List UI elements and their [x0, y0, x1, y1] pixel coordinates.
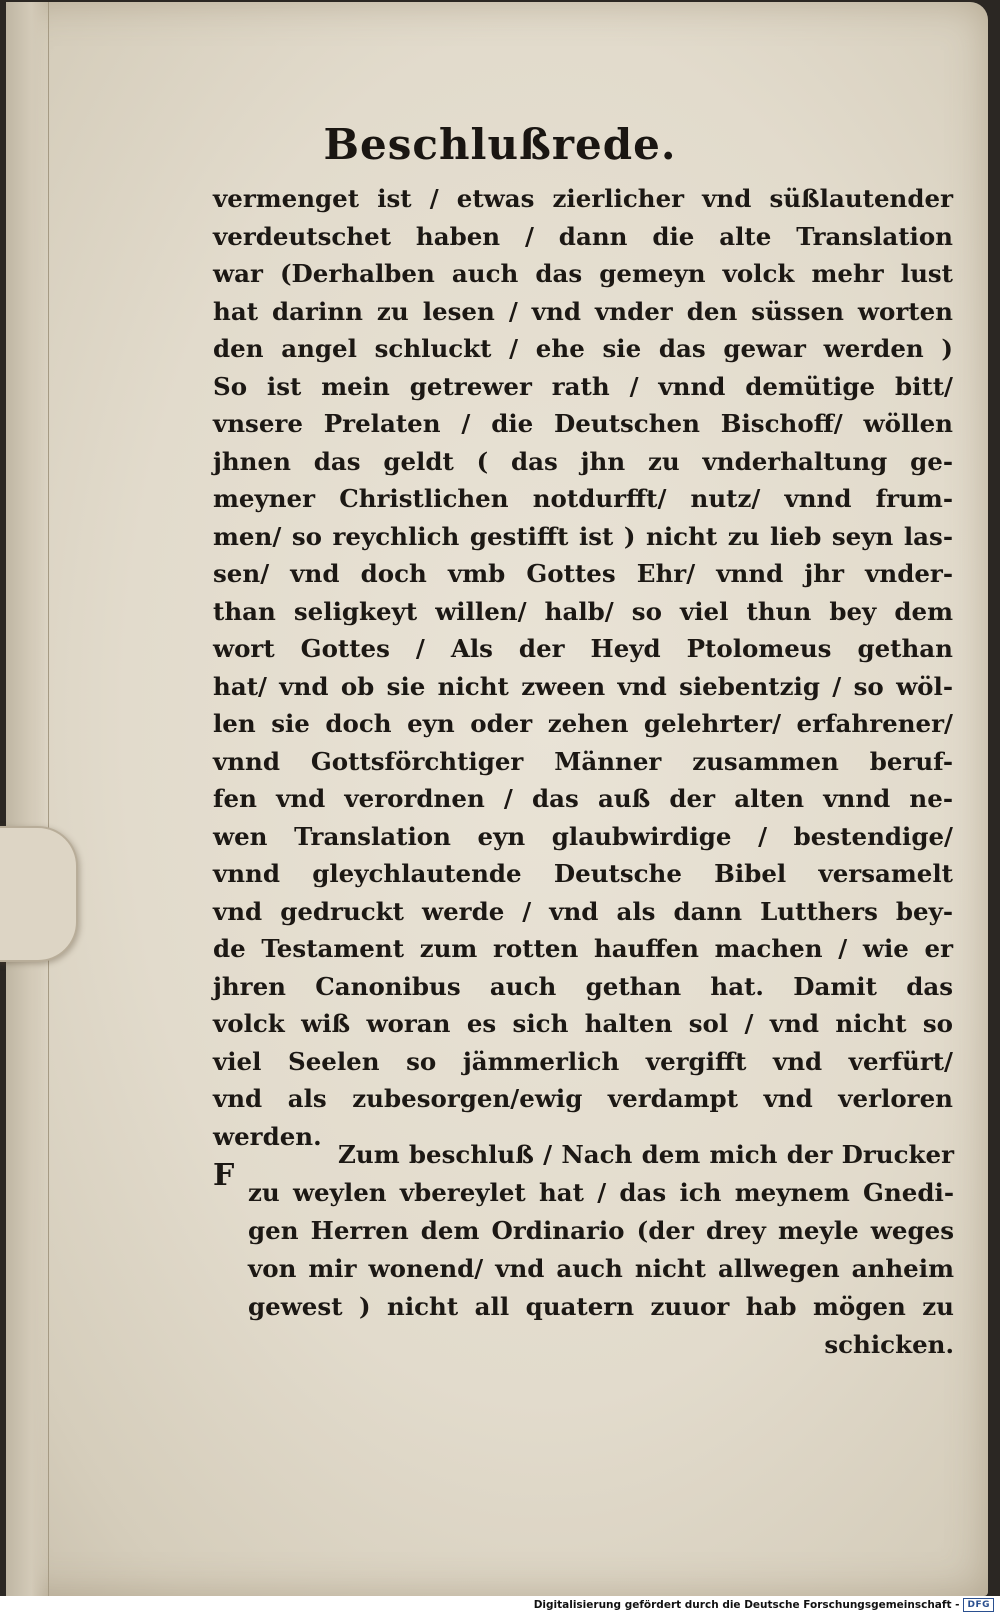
- signature-mark: F: [213, 1158, 235, 1193]
- body-text: [213, 180, 953, 1155]
- dfg-logo: DFG: [963, 1598, 994, 1612]
- text-line: than seligkeyt willen/ halb/ so viel thun bey dem: [213, 596, 953, 626]
- text-line: jhnen das geldt ( das jhn zu vnderhaltung ge-: [213, 446, 953, 476]
- text-line: len sie doch eyn oder zehen gelehrter/ erfahrener/: [213, 709, 953, 738]
- text-line: gen Herren dem Ordinario (der drey meyle weges: [248, 1216, 954, 1245]
- text-line: vnd gedruckt werde / vnd als dann Lutthers bey-: [213, 896, 953, 926]
- text-line: war (Derhalben auch das gemeyn volck mehr lust: [213, 259, 953, 288]
- running-heading: Beschlußrede.: [323, 120, 677, 169]
- page-clip: [0, 826, 78, 962]
- page-binding-edge: [6, 2, 49, 1596]
- text-line: den angel schluckt / ehe sie das gewar werden ): [213, 334, 953, 363]
- text-line: von mir wonend/ vnd auch nicht allwegen anheim: [248, 1254, 954, 1283]
- text-line: schicken.: [824, 1330, 954, 1359]
- text-line: men/ so reychlich gestifft ist ) nicht zu lieb seyn las-: [213, 521, 953, 551]
- text-line: fen vnd verordnen / das auß der alten vnnd ne-: [213, 784, 953, 813]
- text-line: hat darinn zu lesen / vnd vnder den süssen worten: [213, 296, 953, 326]
- text-line: werden.: [213, 1121, 322, 1151]
- text-line: wort Gottes / Als der Heyd Ptolomeus gethan: [213, 634, 953, 663]
- text-line: vnsere Prelaten / die Deutschen Bischoff/ wöllen: [213, 409, 953, 438]
- text-line: vermenget ist / etwas zierlicher vnd süßlautender: [213, 184, 953, 213]
- text-line: sen/ vnd doch vmb Gottes Ehr/ vnnd jhr vnder-: [213, 559, 953, 588]
- text-line: meyner Christlichen notdurfft/ nutz/ vnnd frum-: [213, 484, 953, 513]
- digitization-credit: [534, 1598, 994, 1612]
- credit-text: Digitalisierung gefördert durch die Deutsche Forschungsgemeinschaft -: [533, 1599, 960, 1611]
- text-line: Zum beschluß / Nach dem mich der Drucker: [338, 1140, 954, 1169]
- text-line: zu weylen vbereylet hat / das ich meynem Gnedi-: [248, 1178, 954, 1207]
- text-line: de Testament zum rotten hauffen machen / wie er: [213, 934, 953, 963]
- text-line: hat/ vnd ob sie nicht zween vnd siebentzig / so wöl-: [213, 671, 953, 701]
- text-line: volck wiß woran es sich halten sol / vnd nicht so: [213, 1009, 953, 1038]
- text-line: So ist mein getrewer rath / vnnd demütige bitt/: [213, 371, 953, 401]
- text-line: vnnd Gottsförchtiger Männer zusammen beruf-: [213, 746, 953, 776]
- text-line: jhren Canonibus auch gethan hat. Damit das: [213, 971, 953, 1001]
- text-line: wen Translation eyn glaubwirdige / bestendige/: [213, 821, 953, 851]
- closing-paragraph: [248, 1136, 954, 1364]
- text-line: gewest ) nicht all quatern zuuor hab mögen zu: [248, 1292, 954, 1321]
- text-line: verdeutschet haben / dann die alte Translation: [213, 221, 953, 251]
- text-line: vnd als zubesorgen/ewig verdampt vnd verloren: [213, 1084, 953, 1113]
- text-line: vnnd gleychlautende Deutsche Bibel versamelt: [213, 859, 953, 888]
- text-line: viel Seelen so jämmerlich vergifft vnd verfürt/: [213, 1046, 953, 1076]
